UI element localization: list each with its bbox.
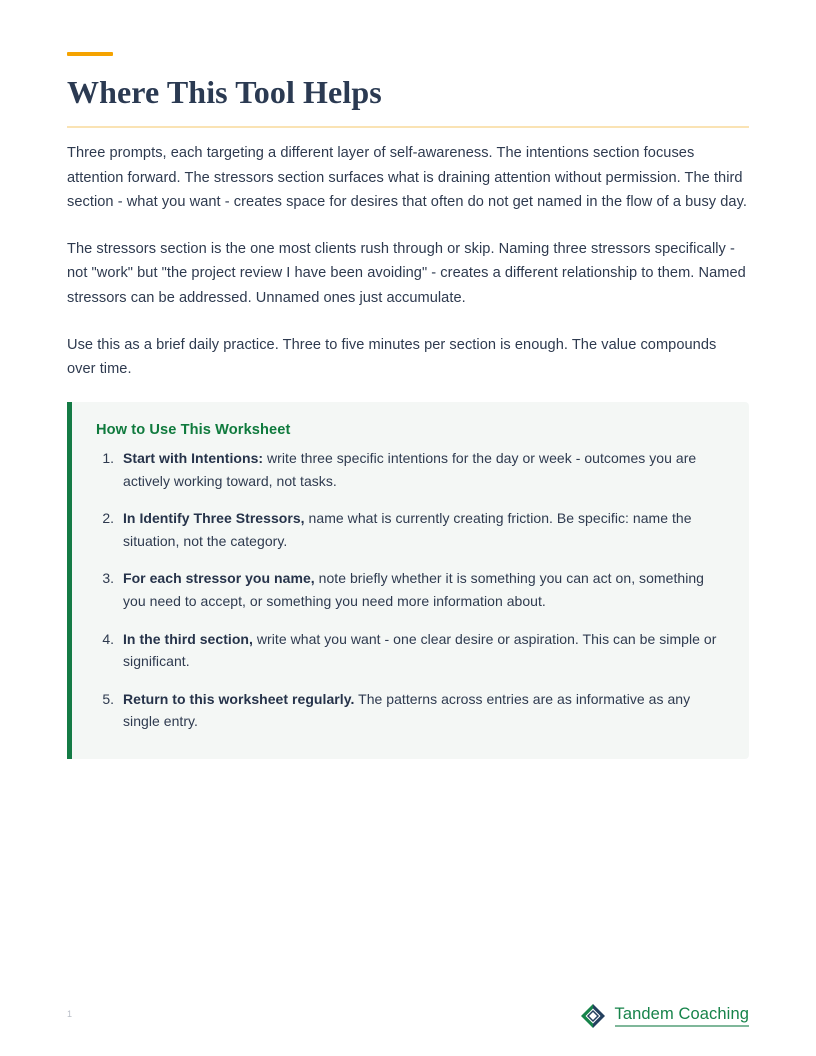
step-lead: Start with Intentions:: [123, 450, 264, 466]
body-paragraph: Use this as a brief daily practice. Three to five minutes per section is enough. The value compounds over time.: [67, 336, 717, 378]
body-paragraph: Three prompts, each targeting a different layer of self-awareness. The intentions section focuses attention forward. The stressors section surfaces what is draining attention without permission. The third section - what you want - creates space for desires that often do not get named in the flow of a busy day.: [67, 145, 747, 211]
step-text: note briefly whether it is something you can act on, something you need to accept, or something you need more information about.: [123, 570, 705, 609]
title-divider: [67, 126, 749, 128]
list-item: [118, 628, 719, 673]
step-lead: Return to this worksheet regularly.: [123, 690, 355, 707]
brand-logo: [580, 1003, 750, 1029]
tandem-diamond-icon: [580, 1003, 606, 1029]
step-text: write three specific intentions for the day or week - outcomes you are actively working toward, not tasks.: [123, 450, 697, 489]
callout-title: How to Use This Worksheet: [96, 422, 291, 438]
list-item: [118, 567, 719, 612]
step-text: write what you want - one clear desire or aspiration. This can be simple or significant.: [123, 630, 717, 670]
step-lead: In the third section,: [123, 630, 253, 647]
brand-underline: [615, 1025, 750, 1027]
steps-list: [96, 447, 719, 733]
body-content: [67, 141, 749, 382]
page-header: [67, 52, 749, 128]
brand-wordmark: [615, 1005, 750, 1027]
step-lead: For each stressor you name,: [123, 570, 315, 587]
how-to-use-callout: [67, 402, 749, 759]
page-footer: [0, 1000, 816, 1040]
page-title: Where This Tool Helps: [67, 74, 382, 110]
body-paragraph: The stressors section is the one most clients rush through or skip. Naming three stressors specifically - not "work" but "the project review I have been avoiding" - creates a different relationship to them. Named stressors can be addressed. Unnamed ones just accumulate.: [67, 240, 746, 306]
list-item: [118, 507, 719, 552]
accent-bar: [67, 52, 113, 56]
step-lead: In Identify Three Stressors,: [123, 510, 305, 527]
step-text: The patterns across entries are as informative as any single entry.: [123, 690, 691, 730]
page-number: 1: [67, 1009, 73, 1019]
list-item: [118, 447, 719, 492]
brand-name: Tandem Coaching: [614, 1005, 749, 1024]
step-text: name what is currently creating friction. Be specific: name the situation, not the category.: [123, 510, 692, 549]
list-item: [118, 688, 719, 733]
